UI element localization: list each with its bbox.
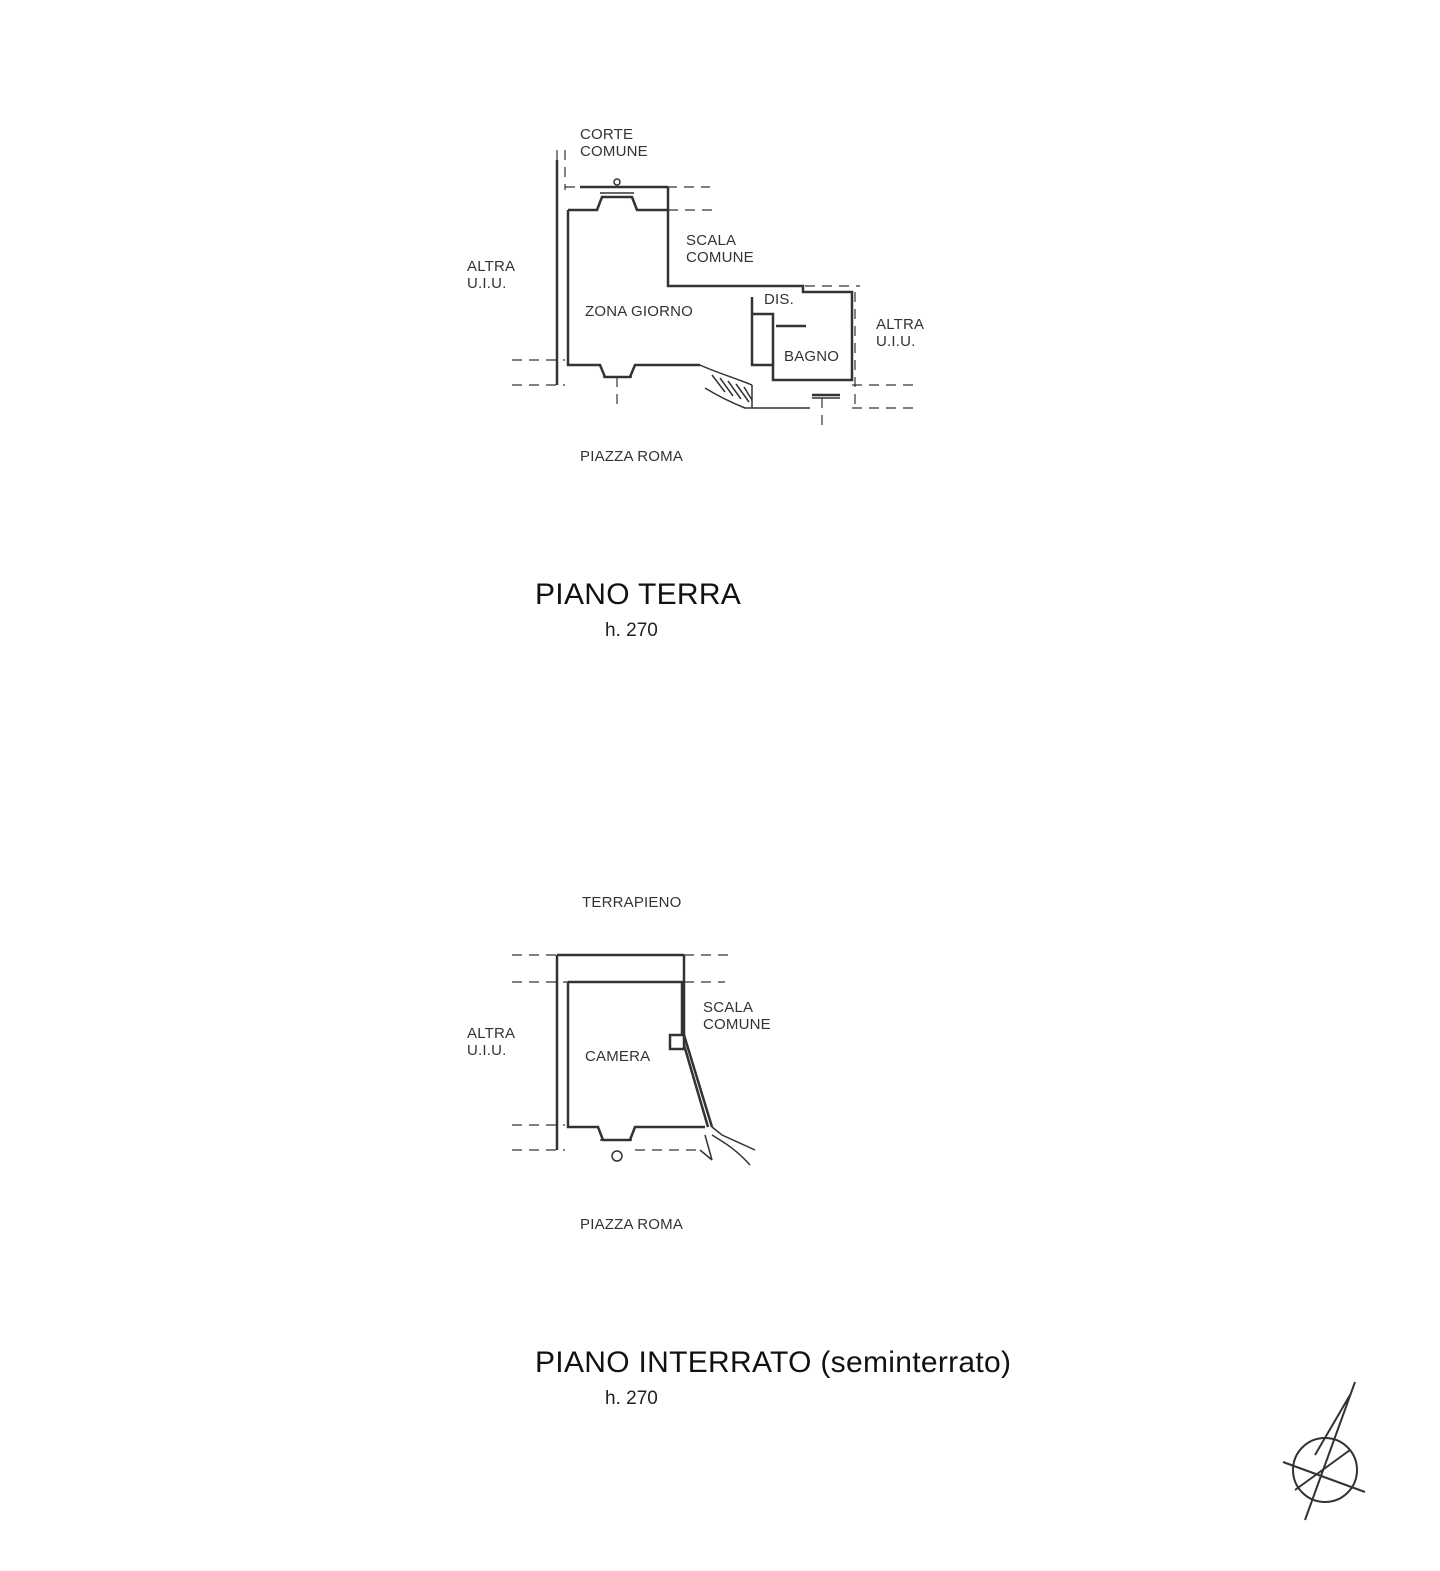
scala-comune-label: SCALA COMUNE: [686, 232, 754, 266]
terrapieno-label: TERRAPIENO: [582, 894, 682, 911]
basement-scala-comune-label: SCALA COMUNE: [703, 999, 771, 1033]
altra-uiu-left-label: ALTRA U.I.U.: [467, 258, 516, 292]
basement-altra-uiu-label: ALTRA U.I.U.: [467, 1025, 516, 1059]
ground-floor-height: h. 270: [605, 620, 658, 641]
basement-title: PIANO INTERRATO (seminterrato): [535, 1346, 1012, 1379]
basement-piazza-roma-label: PIAZZA ROMA: [580, 1216, 684, 1233]
basement-steps: [700, 1127, 755, 1165]
basement-height: h. 270: [605, 1388, 658, 1409]
basement-windows: [600, 1140, 632, 1161]
zona-giorno-label: ZONA GIORNO: [585, 303, 694, 320]
bagno-label: BAGNO: [784, 348, 840, 365]
corte-comune-label: CORTE COMUNE: [580, 126, 648, 160]
altra-uiu-right-label: ALTRA U.I.U.: [876, 316, 925, 350]
ground-floor-steps: [700, 365, 810, 408]
camera-label: CAMERA: [585, 1048, 651, 1065]
ground-floor-dashed-lines: [512, 150, 915, 430]
dis-label: DIS.: [764, 291, 794, 308]
north-arrow-icon: [1283, 1382, 1365, 1520]
piazza-roma-label: PIAZZA ROMA: [580, 448, 684, 465]
ground-floor-title: PIANO TERRA: [535, 578, 742, 611]
